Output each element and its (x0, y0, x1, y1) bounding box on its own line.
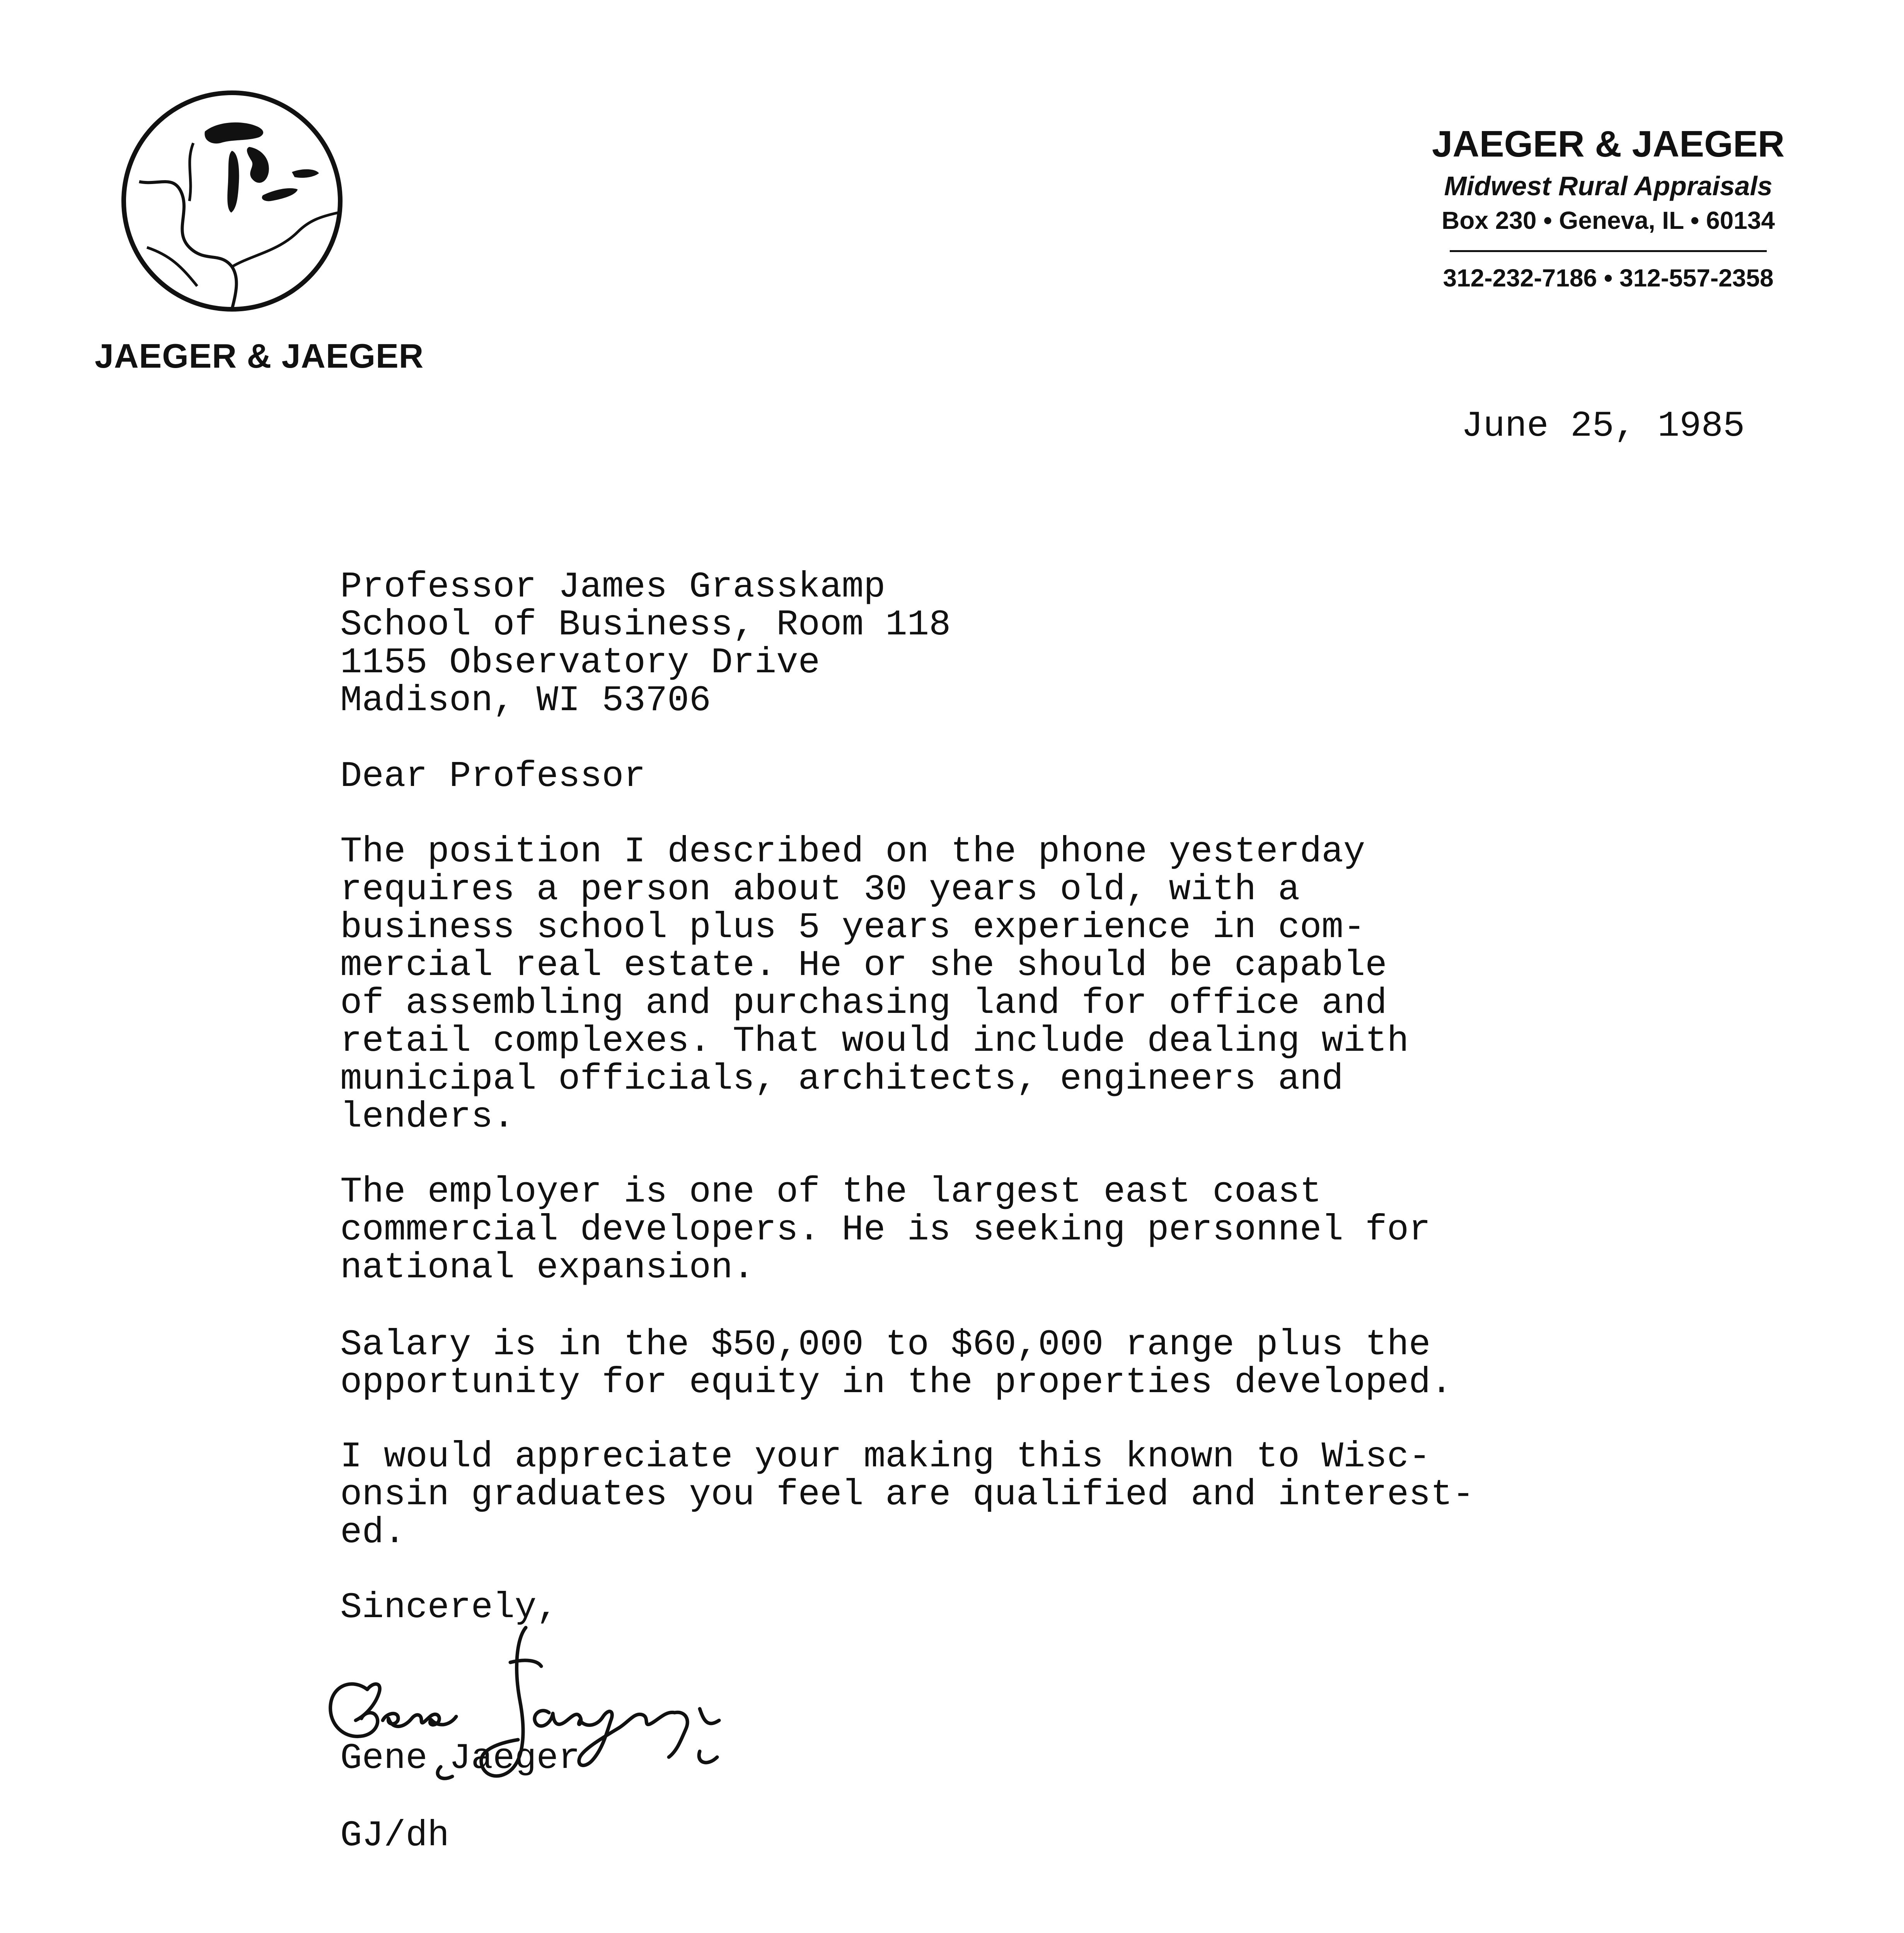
letterhead-divider (1450, 250, 1767, 252)
logo-firm-name: JAEGER & JAEGER (95, 337, 424, 375)
recipient-line: School of Business, Room 118 (340, 605, 951, 646)
body-paragraph: The position I described on the phone yesterday requires a person about 30 years old, with a business school plus 5 years experience in com- mercial real estate. He or she should be capable of assembling and purchasing land for office and retail complexes. That would include dealing with municipal officials, architects, engineers and lenders. (340, 832, 1409, 1138)
recipient-address (340, 568, 951, 720)
body-paragraph: I would appreciate your making this known to Wisc- onsin graduates you feel are qualified and interest- ed. (340, 1437, 1474, 1553)
salutation: Dear Professor (340, 756, 646, 797)
letterhead-phones: 312-232-7186 • 312-557-2358 (1443, 264, 1774, 292)
body-paragraph: The employer is one of the largest east coast commercial developers. He is seeking personnel for national expansion. (340, 1172, 1431, 1289)
recipient-line: 1155 Observatory Drive (340, 643, 820, 684)
body-paragraph: Salary is in the $50,000 to $60,000 range plus the opportunity for equity in the properties developed. (340, 1324, 1452, 1403)
recipient-line: Professor James Grasskamp (340, 567, 886, 608)
globe-logo-icon (116, 85, 348, 317)
letter-date: June 25, 1985 (1461, 406, 1745, 447)
closing: Sincerely, (340, 1587, 559, 1628)
letterhead-address: Box 230 • Geneva, IL • 60134 (1442, 206, 1775, 234)
letterhead (1399, 124, 1817, 292)
recipient-line: Madison, WI 53706 (340, 680, 711, 721)
letterhead-tagline: Midwest Rural Appraisals (1444, 170, 1773, 201)
signer-name: Gene Jaeger (340, 1738, 580, 1779)
letterhead-firm-name: JAEGER & JAEGER (1432, 123, 1785, 165)
reference-initials: GJ/dh (340, 1815, 450, 1856)
